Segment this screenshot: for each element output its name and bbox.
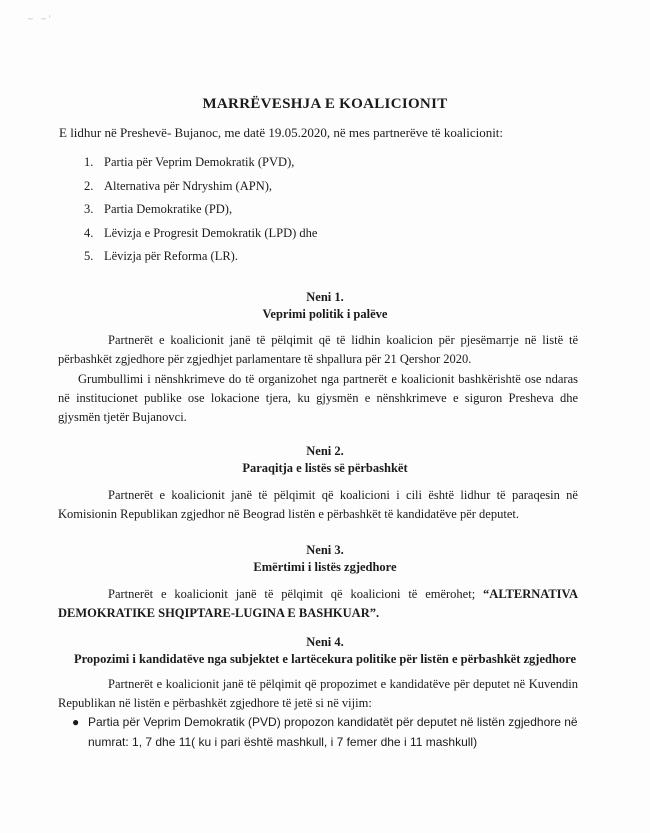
list-item: [84, 249, 317, 273]
list-item: [84, 226, 317, 250]
party-name: Alternativa për Ndryshim (APN),: [104, 178, 273, 193]
article-3-heading: [0, 542, 650, 576]
list-number: 3.: [84, 202, 94, 216]
list-item: [84, 202, 317, 226]
article-2-paragraph: Partnerët e koalicionit janë të pëlqimit që koalicioni i cili është lidhur të paraqesin në Komisionin Republikan zgjedhor në Beograd listën e përbashkët të kandidatëve për deputet.: [58, 488, 578, 521]
article-title: Veprimi politik i palëve: [262, 307, 388, 321]
article-title: Emërtimi i listës zgjedhore: [253, 560, 397, 574]
list-item: [84, 179, 317, 203]
bullet-icon: ●: [72, 715, 80, 729]
article-2-heading: [0, 443, 650, 477]
article-number: Neni 2.: [306, 444, 344, 458]
list-number: 4.: [84, 225, 94, 240]
article-4-paragraph: Partnerët e koalicionit janë të pëlqimit që propozimet e kandidatëve për deputet në Kuvendin Republikan në listën e përbashkët zgjedhore të jetë si në vijim:: [58, 677, 578, 710]
document-title: MARRËVESHJA E KOALICIONIT: [202, 96, 448, 112]
intro-line: E lidhur në Preshevë- Bujanoc, me datë 19.05.2020, në mes partnerëve të koalicionit:: [59, 125, 504, 140]
party-list: [84, 155, 317, 273]
article-3-paragraph: [58, 585, 578, 623]
bullet-text: Partia për Veprim Demokratik (PVD) propozon kandidatët për deputet në listën zgjedhore në numrat: 1, 7 dhe 11( ku i pari është mashkull, i 7 femer dhe i 11 mashkull): [88, 715, 578, 749]
list-number: 5.: [84, 249, 94, 263]
article-title: Paraqitja e listës së përbashkët: [242, 461, 408, 475]
article-3-text: Partnerët e koalicionit janë të pëlqimit që koalicioni të emërohet;: [108, 587, 484, 601]
article-number: Neni 1.: [306, 290, 344, 304]
article-4-heading: [0, 634, 650, 668]
article-title: Propozimi i kandidatëve nga subjektet e lartëcekura politike për listën e përbashkët zgjedhore: [73, 652, 577, 666]
article-4-bullet: [72, 712, 578, 752]
list-number: 2.: [84, 178, 94, 193]
corner-mark: ~ ~': [28, 14, 54, 24]
article-1-paragraph-1: Partnerët e koalicionit janë të pëlqimit që të lidhin koalicion për pjesëmarrje në listë të përbashkët zgjedhore për zgjedhjet parlamentare të shpallura për 21 Qershor 2020.: [58, 333, 578, 366]
article-1-paragraph-2: Grumbullimi i nënshkrimeve do të organizohet nga partnerët e koalicionit bashkërishtë ose ndaras në institucionet publike ose lokacione tjera, ku gjysmën e nënshkrimeve e siguron Presheva dhe gjysmën tjetër Bujanovci.: [58, 372, 578, 424]
list-number: 1.: [84, 155, 94, 169]
party-name: Partia Demokratike (PD),: [104, 202, 233, 216]
article-number: Neni 4.: [306, 635, 344, 649]
article-1-heading: [0, 289, 650, 323]
article-number: Neni 3.: [306, 543, 344, 557]
coalition-name: “ALTERNATIVA DEMOKRATIKE SHQIPTARE-LUGINA E BASHKUAR”.: [58, 587, 578, 620]
party-name: Lëvizja e Progresit Demokratik (LPD) dhe: [104, 225, 318, 240]
party-name: Partia për Veprim Demokratik (PVD),: [104, 155, 295, 169]
list-item: [84, 155, 317, 179]
party-name: Lëvizja për Reforma (LR).: [104, 249, 238, 263]
